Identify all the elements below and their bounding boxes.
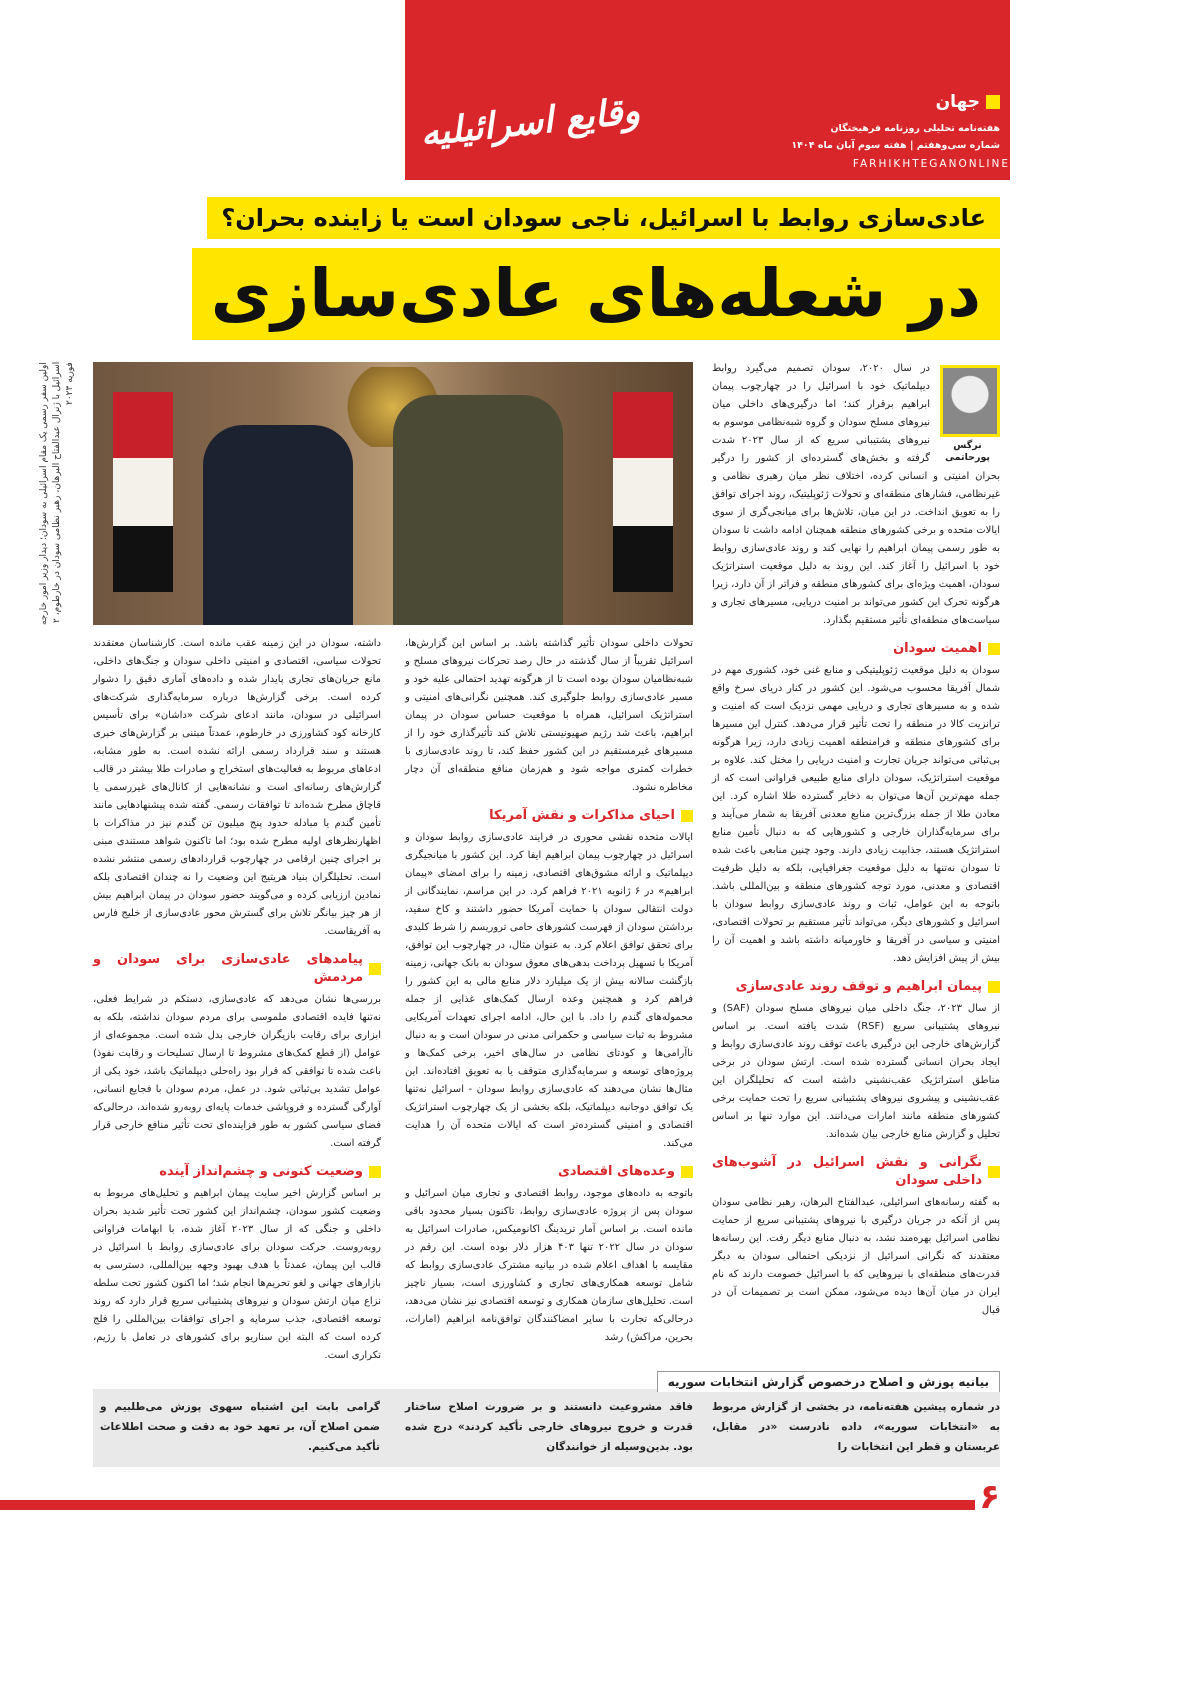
subheading: پیامدهای عادی‌سازی برای سودان و مردمش: [93, 952, 363, 985]
subheading: اهمیت سودان: [893, 641, 982, 656]
correction-title: بیانیه پوزش و اصلاح درخصوص گزارش انتخابات سوریه: [657, 1371, 1000, 1392]
subheading: نگرانی و نقش اسرائیل در آشوب‌های داخلی سودان: [712, 1155, 982, 1188]
issue-line: شماره سی‌وهفتم | هفته سوم آبان ماه ۱۴۰۴: [791, 140, 1000, 151]
column-left: [93, 635, 381, 1365]
paragraph: بر اساس گزارش اخیر سایت پیمان ابراهیم و تحلیل‌های مربوط به وضعیت کشور سودان، چشم‌انداز این کشور تحت تأثیر شدید بحران داخلی و جنگی که از سال ۲۰۲۳ آغاز شده، با ابهامات فراوانی روبه‌روست. حرکت سودان برای عادی‌سازی روابط با اسرائیل در قالب این پیمان، عمدتاً با هدف بهبود وجهه بین‌المللی، دسترسی به بازارهای جهانی و لغو تحریم‌ها انجام شد؛ اما اکنون کشور تحت سلطه نزاع میان ارتش سودان و نیروهای پشتیبانی سریع قرار دارد که روند توسعه اقتصادی، جذب سرمایه و اجرای توافقات بین‌المللی را فلج کرده است که البته این سناریو برای کشورهای در تعامل با رژیم، تکراری است.: [93, 1188, 382, 1361]
series-logo: وقایع اسرائیلیه: [418, 89, 642, 155]
paragraph: بررسی‌ها نشان می‌دهد که عادی‌سازی، دستکم در شرایط فعلی، نه‌تنها فایده اقتصادی ملموسی برای مردم سودان نداشته، بلکه به ابزاری برای رقابت بازیگران خارجی بدل شده است. مجموعه‌ای از عوامل (از قطع کمک‌های مشروط تا ارسال تسلیحات و رقابت نفوذ) باعث شده تا توافقی که قرار بود راه‌حلی دیپلماتیک باشد، خود یکی از عوامل تشدید بی‌ثباتی شود. در عمل، مردم سودان با فجایع انسانی، آوارگی گسترده و فروپاشی خدمات پایه‌ای روبه‌رو شده‌اند، درحالی‌که فضای سیاسی کشور به طور فزاینده‌ای تحت تأثیر منافع خارجی قرار گرفته است.: [93, 994, 381, 1149]
photo-caption: اولین سفر رسمی یک مقام اسرائیلی به سودان؛ دیدار وزیر امور خارجه اسرائیل با ژنرال عبدالفتاح البرهان، رهبر نظامی سودان در خارطوم، ۲ فوریه ۲۰۲۳: [39, 362, 75, 625]
paragraph: به گفته رسانه‌های اسرائیلی، عبدالفتاح البرهان، رهبر نظامی سودان پس از آنکه در جریان درگیری با نیروهای پشتیبانی سریع از حمایت نظامی اسرائیل بهره‌مند نشد، به دنبال منابع دیگر رفت. این رسانه‌ها معتقدند که نگرانی اسرائیل از نزدیکی احتمالی سودان به دیگر قدرت‌های منطقه‌ای با نیروهایی که با اسرائیل خصومت دارند که نام ایران در میان آن‌ها دیده می‌شود، ممکن است بر تصمیمات آن در قبال: [712, 1197, 1000, 1316]
article-photo: [93, 362, 693, 625]
paragraph: داشته، سودان در این زمینه عقب مانده است. کارشناسان معتقدند تحولات سیاسی، اقتصادی و امنیتی داخلی سودان و جنگ‌های داخلی، مانع جریان‌های تجاری پایدار شده و داده‌های آماری دقیق را دشوار کرده است. برخی گزارش‌ها درباره سرمایه‌گذاری شرکت‌های اسرائیلی در سودان، مانند ادعای شرکت «داشان» برای تأسیس کارخانه کود کشاورزی در خارطوم، عمدتاً مبتنی بر گزارش‌های خبری هستند و سند قرارداد رسمی ارائه نشده است. به طور مشابه، ادعاهای مربوط به فعالیت‌های استخراج و صادرات طلا بیشتر در قالب گزارش‌های رسانه‌ای است و نشانه‌هایی از کانال‌های غیررسمی یا قاچاق مطرح شده‌اند تا توافقات رسمی. گفته شده پیشنهادهایی مانند تأمین گندم یا مبادله حدود پنج میلیون تن گندم نیز در مذاکرات با اظهارنظرهای اولیه مطرح شده بود؛ اما تاکنون شواهد مستندی مبنی بر اجرای چنین ارقامی در چهارچوب قراردادهای رسمی منتشر نشده است. تحلیلگران بنیاد هریتیج این وضعیت را نه چندان اقتصادی بلکه نمادین ارزیابی کرده و می‌گویند حضور سودان در پیمان ابراهیم بیش از هر چیز بیانگر تلاش برای گسترش محور عادی‌سازی از خلیج فارس به آفریقاست.: [93, 638, 381, 937]
section-name: جهان: [935, 92, 980, 112]
paragraph: ایالات متحده نقشی محوری در فرایند عادی‌سازی روابط سودان و اسرائیل در چهارچوب پیمان ابراهیم ایفا کرد. این کشور با میانجیگری دیپلماتیک و ارائه مشوق‌های اقتصادی، زمینه را برای امضای «پیمان ابراهیم» در ۶ ژانویه ۲۰۲۱ فراهم کرد. در این مراسم، نمایندگانی از دولت انتقالی سودان با حمایت آمریکا حضور داشتند و کاخ سفید، برداشتن سودان از فهرست کشورهای حامی تروریسم را شرط کلیدی برای تحقق توافق اعلام کرد. به عنوان مثال، در چهارچوب این توافق، آمریکا با تسهیل پرداخت بدهی‌های معوق سودان به بانک جهانی، زمینه بازگشت سالانه بیش از یک میلیارد دلار منابع مالی به این کشور را فراهم کرد و همچنین وعده ارسال کمک‌های غذایی از جمله محموله‌های گندم را داد. با این حال، ادامه اجرای تعهدات آمریکایی مشروط به ثبات سیاسی و حکمرانی مدنی در سودان است و به دنبال ناآرامی‌ها و کودتای نظامی در سال‌های اخیر، برخی کمک‌ها و پروژه‌های توسعه و سرمایه‌گذاری متوقف یا به تعویق افتاده‌اند. این مثال‌ها نشان می‌دهند که عادی‌سازی روابط سودان - اسرائیل نه‌تنها یک توافق دوجانبه دیپلماتیک، بلکه بخشی از یک چهارچوب استراتژیک اقتصادی و امنیتی گسترده‌تر است که ایالات متحده آن را هدایت می‌کند.: [405, 832, 694, 1149]
author-name: نرگس پورحاتمی: [945, 440, 990, 463]
correction-text: در شماره پیشین هفته‌نامه، در بخشی از گزارش مربوط به «انتخابات سوریه»، داده نادرست «در مقابل، عربستان و قطر این انتخابات را: [712, 1401, 1000, 1453]
masthead-band: [405, 0, 1010, 180]
paragraph: از سال ۲۰۲۳، جنگ داخلی میان نیروهای مسلح سودان (SAF) و نیروهای پشتیبانی سریع (RSF) شدت یافته است. بر اساس گزارش‌های خارجی این درگیری باعث توقف روند عادی‌سازی روابط و ایجاد بحران انسانی گسترده شده است. ارتش سودان در برخی مناطق استراتژیک عقب‌نشینی داشته است که تحلیلگران این عقب‌نشینی و پیشروی نیروهای پشتیبانی سریع را تحت حمایت برخی کشورهای منطقه مانند امارات می‌دانند. این موارد تنها بر اساس تحلیل و گزارش منابع خارجی بیان شده‌اند.: [712, 1003, 1000, 1140]
paragraph: سودان به دلیل موقعیت ژئوپلیتیکی و منابع غنی خود، کشوری مهم در شمال آفریقا محسوب می‌شود. این کشور در کنار دریای سرخ واقع شده و به مسیرهای تجاری و دریایی مهمی نزدیک است که امنیت و ترانزیت کالا در منطقه را تحت تأثیر قرار می‌دهد. کنترل این مسیرها برای کشورهای منطقه و فرامنطقه اهمیت زیادی دارد، زیرا هرگونه بی‌ثباتی می‌تواند جریان تجارت و امنیت دریایی را مختل کند. علاوه بر موقعیت استراتژیک، سودان دارای منابع طبیعی فراوانی است که از جمله مهم‌ترین آن‌ها می‌توان به ذخایر گسترده طلا اشاره کرد. این معادن طلا از جمله بزرگ‌ترین منابع معدنی آفریقا به شمار می‌آیند و برای سرمایه‌گذاران خارجی و کشورهایی که به دنبال تأمین منابع استراتژیک هستند، جذابیت زیادی دارند. وجود چنین منابعی باعث شده تا سودان نه‌تنها به دلیل موقعیت جغرافیایی، بلکه به دلیل ظرفیت اقتصادی و معدنی، مورد توجه کشورهای منطقه و بین‌المللی باشد. باتوجه به این عوامل، ثبات و روند عادی‌سازی روابط سودان با اسرائیل و کشورهای دیگر، می‌تواند تأثیر مستقیم بر تحولات اقتصادی، امنیتی و سیاسی در آفریقا و خاورمیانه داشته باشد و اهمیت آن را بیش از پیش افزایش دهد.: [712, 665, 1000, 964]
page-number: ۶: [979, 1477, 1000, 1517]
yellow-square-icon: [986, 95, 1000, 109]
column-right: [712, 360, 1000, 1320]
section-label: [936, 92, 1000, 112]
subheadline: عادی‌سازی روابط با اسرائیل، ناجی سودان است یا زاینده بحران؟: [207, 197, 1000, 239]
column-middle: [405, 635, 693, 1347]
footer-rule: [0, 1500, 975, 1510]
paragraph: باتوجه به داده‌های موجود، روابط اقتصادی و تجاری میان اسرائیل و سودان پس از پروژه عادی‌سازی روابط، تاکنون بسیار محدود باقی مانده است. بر اساس آمار تریدینگ اکانومیکس، صادرات اسرائیل به سودان در سال ۲۰۲۲ تنها ۴۰۳ هزار دلار بوده است. این رقم در مقایسه با اهداف اعلام شده در بیانیه مشترک عادی‌سازی روابط که شامل توسعه همکاری‌های تجاری و کشاورزی است، بسیار ناچیز است. تحلیل‌های سازمان همکاری و توسعه اقتصادی نیز نشان می‌دهد، درحالی‌که تجارت با سایر امضاکنندگان توافق‌نامه ابراهیم (امارات، بحرین، مراکش) رشد: [405, 1188, 693, 1343]
correction-text: گرامی بابت این اشتباه سهوی پوزش می‌طلبیم و ضمن اصلاح آن، بر تعهد خود به دقت و صحت اطلاعات تأکید می‌کنیم.: [100, 1401, 380, 1453]
headline: در شعله‌های عادی‌سازی: [192, 248, 1000, 340]
subheading: احیای مذاکرات و نقش آمریکا: [489, 808, 675, 823]
correction-text: فاقد مشروعیت دانستند و بر ضرورت اصلاح ساختار قدرت و خروج نیروهای خارجی تأکید کردند» درج شده بود. بدین‌وسیله از خوانندگان: [405, 1401, 693, 1453]
paragraph: در سال ۲۰۲۰، سودان تصمیم می‌گیرد روابط دیپلماتیک خود با اسرائیل را در چهارچوب پیمان ابراهیم برقرار کند؛ اما درگیری‌های داخلی میان نیروهای مسلح سودان و گروه شبه‌نظامی موسوم به نیروهای پشتیبانی سریع که از سال ۲۰۲۳ شدت گرفته و بخش‌های گسترده‌ای از کشور را درگیر بحران امنیتی و انسانی کرده، اختلاف نظر میان رهبری نظامی و غیرنظامی، فشارهای منطقه‌ای و تحولات ژئوپلیتیک، روند اجرای توافق را به تعویق انداخت. در این میان، تلاش‌ها برای میانجی‌گری از سوی ایالات متحده و برخی کشورهای منطقه همچنان ادامه داشت تا سودان به طور رسمی پیمان ابراهیم را نهایی کند و روند عادی‌سازی روابط خود با اسرائیل را آغاز کند. این روند به دلیل موقعیت استراتژیک سودان، اهمیت ویژه‌ای برای کشورهای منطقه و فراتر از آن دارد، زیرا هرگونه تحرک این کشور می‌تواند بر امنیت دریایی، مسیرهای تجاری و سیاست‌های منطقه‌ای تأثیر مستقیم بگذارد.: [712, 363, 1000, 626]
subheading: وضعیت کنونی و چشم‌انداز آینده: [159, 1164, 363, 1179]
subheading: وعده‌های اقتصادی: [557, 1164, 675, 1179]
publication-line: هفته‌نامه تحلیلی روزنامه فرهیختگان: [830, 123, 1000, 134]
paragraph: تحولات داخلی سودان تأثیر گذاشته باشد. بر اساس این گزارش‌ها، اسرائیل تقریباً از سال گذشته در حال رصد تحرکات نیروهای مسلح و شبه‌نظامیان سودان بوده است تا از هرگونه تهدید احتمالی علیه خود و مسیر عادی‌سازی روابط جلوگیری کند. همچنین نگرانی‌های امنیتی و استراتژیک اسرائیل، همراه با موقعیت حساس سودان در پیمان ابراهیم، باعث شد رژیم صهیونیستی تلاش کند تأثیرگذاری خود را از مسیرهای غیرمستقیم در این کشور حفظ کند، تا روند عادی‌سازی با خطرات کمتری مواجه شود و هم‌زمان منافع منطقه‌ای آن دچار مخاطره نشود.: [405, 638, 693, 793]
website: FARHIKHTEGANONLINE: [852, 158, 1010, 170]
subheading: پیمان ابراهیم و توقف روند عادی‌سازی: [735, 979, 982, 994]
